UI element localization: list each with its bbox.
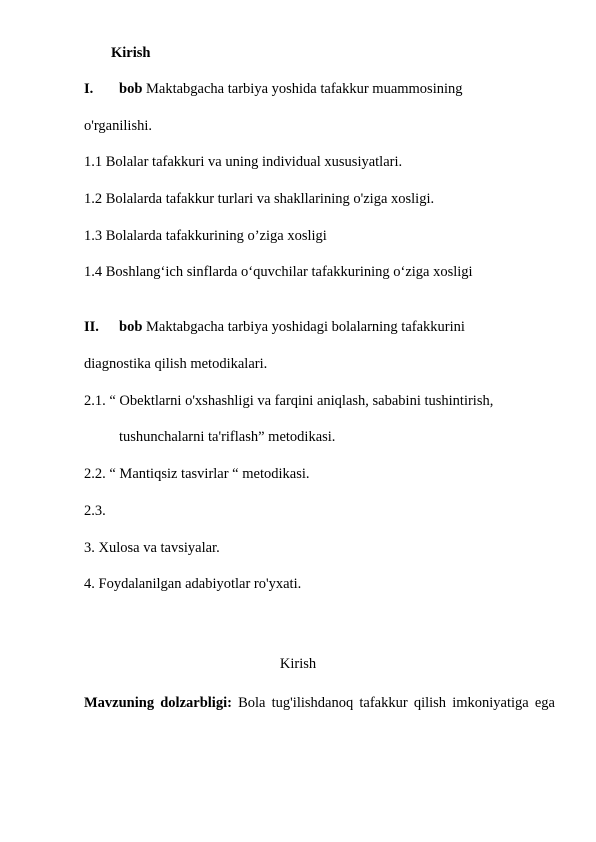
intro-title: Kirish bbox=[279, 656, 317, 672]
toc-section-2-3: 2.3. bbox=[84, 503, 106, 519]
toc-section-1-1: 1.1 Bolalar tafakkuri va uning individual xususiyatlari. bbox=[84, 154, 403, 170]
toc-section-2-1-cont: tushunchalarni ta'riflash” metodikasi. bbox=[119, 429, 336, 445]
chapter-1-title: bob Maktabgacha tarbiya yoshida tafakkur muammosining bbox=[119, 81, 463, 97]
chapter-1-title-cont: o'rganilishi. bbox=[84, 118, 152, 134]
toc-section-1-4: 1.4 Boshlang‘ich sinflarda o‘quvchilar tafakkurining o‘ziga xosligi bbox=[84, 264, 473, 280]
chapter-2-title-cont: diagnostika qilish metodikalari. bbox=[84, 356, 268, 372]
toc-section-3: 3. Xulosa va tavsiyalar. bbox=[84, 540, 220, 556]
chapter-1-number: I. bbox=[84, 81, 94, 97]
toc-section-1-2: 1.2 Bolalarda tafakkur turlari va shakllarining o'ziga xosligi. bbox=[84, 191, 435, 207]
chapter-2-title: bob Maktabgacha tarbiya yoshidagi bolalarning tafakkurini bbox=[119, 319, 465, 335]
toc-heading: Kirish bbox=[111, 45, 151, 61]
toc-section-1-3: 1.3 Bolalarda tafakkurining o’ziga xosligi bbox=[84, 228, 327, 244]
chapter-2-number: II. bbox=[84, 319, 99, 335]
intro-paragraph: Mavzuning dolzarbligi: Bola tug'ilishdanoq tafakkur qilish imkoniyatiga ega bbox=[84, 695, 555, 711]
toc-section-2-1: 2.1. “ Obektlarni o'xshashligi va farqini aniqlash, sababini tushintirish, bbox=[84, 393, 494, 409]
toc-section-4: 4. Foydalanilgan adabiyotlar ro'yxati. bbox=[84, 576, 302, 592]
toc-section-2-2: 2.2. “ Mantiqsiz tasvirlar “ metodikasi. bbox=[84, 466, 310, 482]
